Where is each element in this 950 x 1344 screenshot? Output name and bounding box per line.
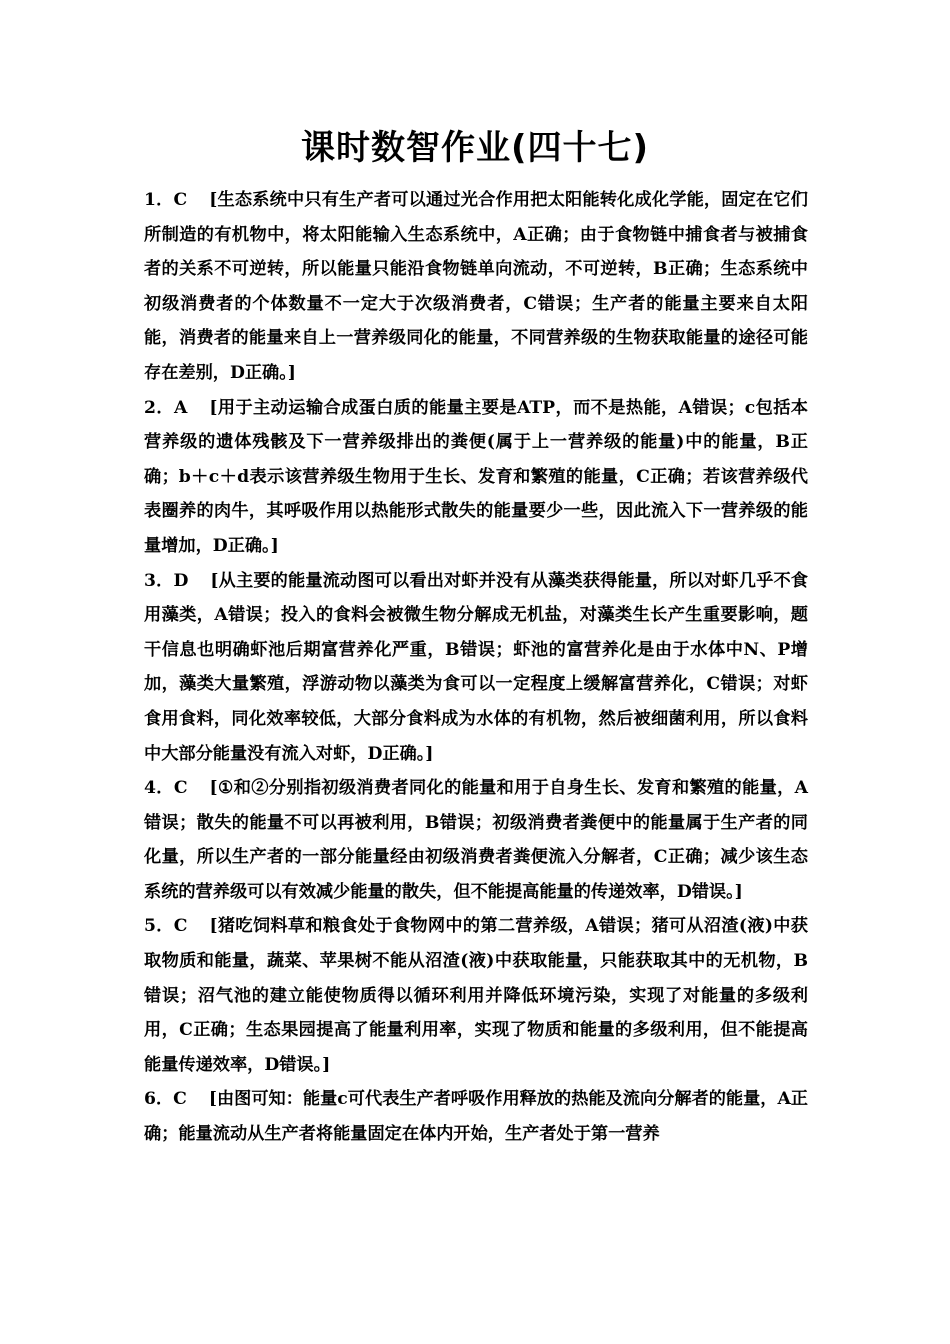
question-number: 6． xyxy=(144,1089,174,1110)
question-number: 2． xyxy=(144,397,174,418)
page-title: 课时数智作业(四十七) xyxy=(300,128,650,168)
answer-letter: C xyxy=(173,778,188,799)
answer-item-4 xyxy=(144,771,808,909)
answer-letter: D xyxy=(173,570,189,591)
answer-explanation: [用于主动运输合成蛋白质的能量主要是ATP，而不是热能，A错误；c包括本营养级的遗体残骸及下一营养级排出的粪便(属于上一营养级的能量)中的能量，B正确；b＋c＋d表示该营养级生物用于生长、发育和繁殖的能量，C正确；若该营养级代表圈养的肉牛，其呼吸作用以热能形式散失的能量要少一些，因此流入下一营养级的能量增加，D正确。] xyxy=(144,397,808,556)
answer-item-3 xyxy=(144,564,808,772)
answer-explanation: [从主要的能量流动图可以看出对虾并没有从藻类获得能量，所以对虾几乎不食用藻类，A错误；投入的食料会被微生物分解成无机盐，对藻类生长产生重要影响，题干信息也明确虾池后期富营养化严重，B错误；虾池的富营养化是由于水体中N、P增加，藻类大量繁殖，浮游动物以藻类为食可以一定程度上缓解富营养化，C错误；对虾食用食料，同化效率较低，大部分食料成为水体的有机物，然后被细菌利用，所以食料中大部分能量没有流入对虾，D正确。] xyxy=(144,570,808,764)
answer-letter: C xyxy=(173,916,188,937)
answer-letter: C xyxy=(173,190,188,210)
answer-item-1 xyxy=(144,183,808,391)
question-number: 5． xyxy=(144,916,174,937)
answer-item-6 xyxy=(144,1082,808,1151)
answer-list xyxy=(144,183,808,1152)
answer-explanation: [猪吃饲料草和粮食处于食物网中的第二营养级，A错误；猪可从沼渣(液)中获取物质和能量，蔬菜、苹果树不能从沼渣(液)中获取能量，只能获取其中的无机物，B错误；沼气池的建立能使物质得以循环利用并降低环境污染，实现了对能量的多级利用，C正确；生态果园提高了能量利用率，实现了物质和能量的多级利用，但不能提高能量传递效率，D错误。] xyxy=(144,916,808,1075)
answer-explanation: [生态系统中只有生产者可以通过光合作用把太阳能转化成化学能，固定在它们所制造的有机物中，将太阳能输入生态系统中，A正确；由于食物链中捕食者与被捕食者的关系不可逆转，所以能量只能沿食物链单向流动，不可逆转，B正确；生态系统中初级消费者的个体数量不一定大于次级消费者，C错误；生产者的能量主要来自太阳能，消费者的能量来自上一营养级同化的能量，不同营养级的生物获取能量的途径可能存在差别，D正确。] xyxy=(144,190,808,383)
question-number: 1． xyxy=(144,190,174,210)
answer-item-5 xyxy=(144,909,808,1082)
answer-explanation: [①和②分别指初级消费者同化的能量和用于自身生长、发育和繁殖的能量，A错误；散失的能量不可以再被利用，B错误；初级消费者粪便中的能量属于生产者的同化量，所以生产者的一部分能量经由初级消费者粪便流入分解者，C正确；减少该生态系统的营养级可以有效减少能量的散失，但不能提高能量的传递效率，D错误。] xyxy=(144,778,808,902)
question-number: 3． xyxy=(144,570,174,591)
question-number: 4． xyxy=(144,778,174,799)
answer-item-2 xyxy=(144,391,808,564)
answer-letter: C xyxy=(173,1089,187,1110)
answer-letter: A xyxy=(173,397,188,418)
answer-explanation: [由图可知：能量c可代表生产者呼吸作用释放的热能及流向分解者的能量，A正确；能量流动从生产者将能量固定在体内开始，生产者处于第一营养 xyxy=(144,1089,808,1145)
